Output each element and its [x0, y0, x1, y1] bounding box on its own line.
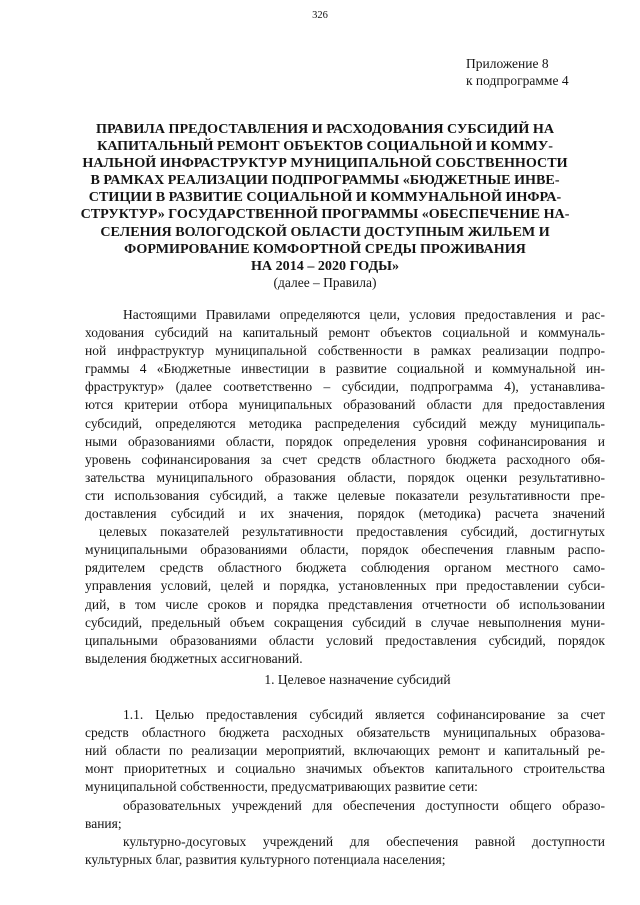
appendix-line: к подпрограмме 4 [466, 73, 569, 88]
title-line: ПРАВИЛА ПРЕДОСТАВЛЕНИЯ И РАСХОДОВАНИЯ СУБСИДИЙ НА [95, 121, 555, 137]
title-note: (далее – Правила) [273, 275, 377, 290]
paragraph-line: ются критерии отбора муниципальных образований области для предоставления [85, 397, 605, 413]
paragraph-line: зательства муниципального образования области, порядок оценки результативно- [85, 469, 605, 485]
title-line: НАЛЬНОЙ ИНФРАСТРУКТУР МУНИЦИПАЛЬНОЙ СОБСТВЕННОСТИ [82, 155, 568, 172]
document-title [70, 121, 580, 275]
title-line: ФОРМИРОВАНИЕ КОМФОРТНОЙ СРЕДЫ ПРОЖИВАНИЯ [124, 240, 526, 257]
paragraph-line: культурных благ, развития культурного потенциала населения; [85, 852, 446, 868]
paragraph-line: граммы 4 «Бюджетные инвестиции в развитие социальной и коммунальной ин- [85, 361, 605, 377]
paragraph-line: вания; [85, 816, 122, 832]
paragraph-line: ными образованиями области, порядок определения уровня софинансирования и [85, 433, 605, 449]
title-line: СЕЛЕНИЯ ВОЛОГОДСКОЙ ОБЛАСТИ ДОСТУПНЫМ ЖИЛЬЕМ И [100, 223, 550, 240]
title-line: В РАМКАХ РЕАЛИЗАЦИИ ПОДПРОГРАММЫ «БЮДЖЕТНЫЕ ИНВЕ- [90, 172, 560, 189]
section-heading: 1. Целевое назначение субсидий [264, 672, 451, 687]
paragraph-line: культурно-досуговых учреждений для обеспечения равной доступности [123, 834, 605, 849]
paragraph-line: субсидий, определяются методика распределения субсидий между муниципаль- [85, 415, 605, 431]
paragraph-line: уровень софинансирования за счет средств областного бюджета расходного обя- [85, 451, 605, 467]
paragraph-line: ний области по реализации мероприятий, включающих ремонт и капитальный ре- [85, 743, 605, 759]
paragraph-line: муниципальными образованиями области, порядок обеспечения главным распо- [85, 542, 605, 558]
paragraph-line: ной инфраструктур муниципальной собственности в рамках реализации подпро- [85, 343, 605, 359]
appendix-reference [466, 55, 569, 89]
paragraph-line: средств областного бюджета расходных обязательств муниципальных образова- [85, 725, 605, 741]
paragraph-line: целевых показателей результативности предоставления субсидий, достигнутых [99, 524, 605, 540]
paragraph-line: образовательных учреждений для обеспечения доступности общего образо- [123, 798, 605, 813]
title-line: КАПИТАЛЬНЫЙ РЕМОНТ ОБЪЕКТОВ СОЦИАЛЬНОЙ И КОММУ- [97, 138, 553, 155]
paragraph-line: дий, в том числе сроков и порядка представления отчетности об использовании [85, 596, 605, 612]
paragraph-line: субсидий, предельный объем сокращения субсидий в случае невыполнения муни- [85, 614, 605, 630]
paragraph-line: управления условий, целей и порядка, установленных при предоставлении субси- [85, 578, 605, 594]
intro-paragraph [85, 306, 605, 668]
paragraph-line: монт приоритетных и социально значимых объектов капитального строительства [85, 761, 605, 777]
title-line: СТИЦИИ В РАЗВИТИЕ СОЦИАЛЬНОЙ И КОММУНАЛЬНОЙ ИНФРА- [88, 189, 562, 206]
page-number: 326 [312, 10, 328, 21]
title-line: НА 2014 – 2020 ГОДЫ» [250, 257, 400, 274]
list-item-culture [85, 833, 605, 869]
appendix-line: Приложение 8 [466, 56, 549, 71]
paragraph-line: муниципальной собственности, предусматривающих развитие сети: [85, 779, 478, 795]
paragraph-line: ципальными образованиями области условий предоставления субсидий, порядок [85, 632, 605, 648]
title-line: СТРУКТУР» ГОСУДАРСТВЕННОЙ ПРОГРАММЫ «ОБЕСПЕЧЕНИЕ НА- [80, 206, 570, 223]
list-item-education [85, 797, 605, 833]
paragraph-line: доставления субсидий и их значения, порядок (методика) расчета значений [85, 506, 605, 522]
paragraph-line: ходования субсидий на капитальный ремонт объектов социальной и коммуналь- [85, 325, 605, 341]
paragraph-line: сти использования субсидий, а также целевые показатели результативности пре- [85, 487, 605, 503]
paragraph-line: фраструктур» (далее соответственно – субсидии, подпрограмма 4), устанавлива- [85, 379, 605, 395]
paragraph-line: Настоящими Правилами определяются цели, условия предоставления и рас- [123, 307, 605, 322]
paragraph-line: выделения бюджетных ассигнований. [85, 650, 303, 666]
paragraph-line: рядителем средств областного бюджета соблюдения органом местного само- [85, 560, 605, 576]
paragraph-line: 1.1. Целью предоставления субсидий является софинансирование за счет [123, 707, 605, 722]
paragraph-1-1 [85, 706, 605, 796]
